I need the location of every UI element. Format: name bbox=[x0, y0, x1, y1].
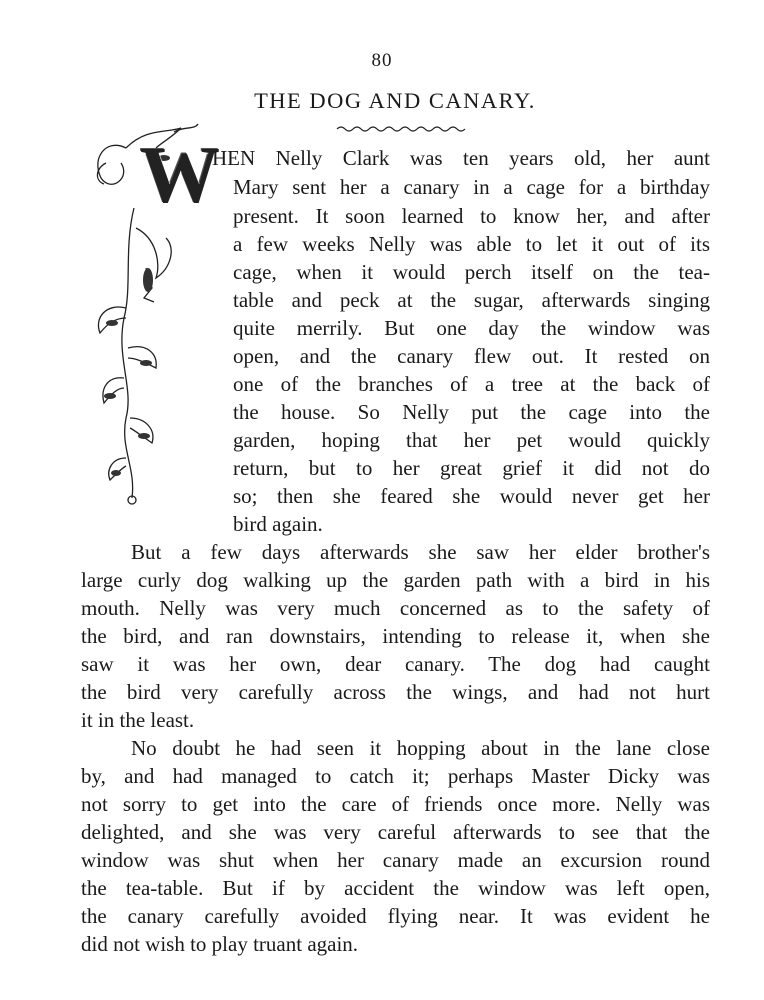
text-line: But a few days afterwards she saw her elder brother's bbox=[131, 540, 710, 564]
page-number: 80 bbox=[371, 50, 393, 71]
text-line: mouth. Nelly was very much concerned as to the safety of bbox=[81, 596, 710, 620]
text-line: the tea-table. But if by accident the window was left open, bbox=[81, 876, 710, 900]
text-line: did not wish to play truant again. bbox=[81, 932, 359, 956]
wavy-rule-ornament bbox=[335, 124, 475, 134]
text-line: HEN Nelly Clark was ten years old, her aunt bbox=[212, 146, 710, 170]
text-line: a few weeks Nelly was able to let it out of its bbox=[233, 232, 710, 256]
text-line: No doubt he had seen it hopping about in the lane close bbox=[131, 736, 710, 760]
text-line: window was shut when her canary made an excursion round bbox=[81, 848, 710, 872]
page-title: THE DOG AND CANARY. bbox=[254, 88, 536, 113]
text-line: the house. So Nelly put the cage into the bbox=[233, 400, 710, 424]
text-line: delighted, and she was very careful afterwards to see that the bbox=[81, 820, 710, 844]
text-line: return, but to her great grief it did not do bbox=[233, 456, 710, 480]
text-line: not sorry to get into the care of friends once more. Nelly was bbox=[81, 792, 710, 816]
text-line: saw it was her own, dear canary. The dog had caught bbox=[81, 652, 710, 676]
text-line: present. It soon learned to know her, and after bbox=[233, 204, 710, 228]
text-line: large curly dog walking up the garden path with a bird in his bbox=[81, 568, 710, 592]
text-line: open, and the canary flew out. It rested on bbox=[233, 344, 710, 368]
text-line: Mary sent her a canary in a cage for a birthday bbox=[233, 175, 710, 199]
text-line: the bird, and ran downstairs, intending to release it, when she bbox=[81, 624, 710, 648]
text-line: garden, hoping that her pet would quickly bbox=[233, 428, 710, 452]
text-line: table and peck at the sugar, afterwards singing bbox=[233, 288, 710, 312]
text-line: so; then she feared she would never get her bbox=[233, 484, 710, 508]
text-line: the bird very carefully across the wings, and had not hurt bbox=[81, 680, 710, 704]
text-line: it in the least. bbox=[81, 708, 195, 732]
text-line: quite merrily. But one day the window was bbox=[233, 316, 710, 340]
text-line: one of the branches of a tree at the back of bbox=[233, 372, 710, 396]
drop-cap-letter: W bbox=[140, 132, 220, 220]
text-line: the canary carefully avoided flying near. It was evident he bbox=[81, 904, 710, 928]
text-line: cage, when it would perch itself on the tea- bbox=[233, 260, 710, 284]
text-line: bird again. bbox=[233, 512, 323, 536]
text-line: by, and had managed to catch it; perhaps Master Dicky was bbox=[81, 764, 710, 788]
